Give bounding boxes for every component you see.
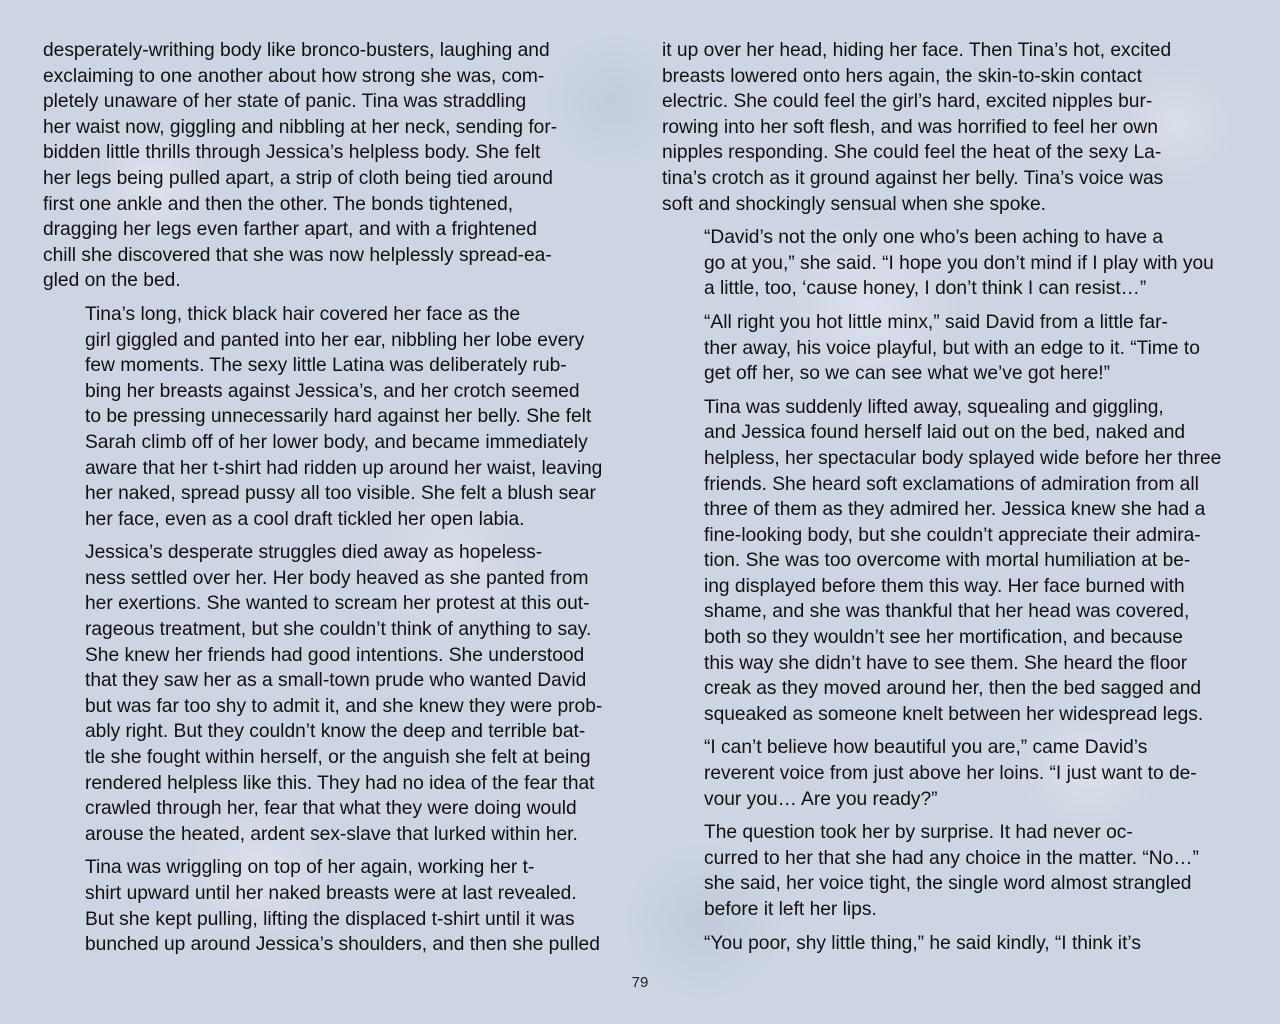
text-line: girl giggled and panted into her ear, nibbling her lobe every [85,329,585,351]
paragraph [43,38,617,294]
text-line: “I can’t believe how beautiful you are,” came David’s [704,737,1148,759]
text-line: creak as they moved around her, then the bed sagged and [704,678,1202,700]
text-line: she said, her voice tight, the single word almost strangled [704,873,1192,895]
text-line: rageous treatment, but she couldn’t think of anything to say. [85,619,592,641]
text-line: her face, even as a cool draft tickled her open labia. [85,508,525,530]
text-line: shirt upward until her naked breasts were at last revealed. [85,883,577,904]
text-line: go at you,” she said. “I hope you don’t mind if I play with you [704,252,1214,274]
right-column [662,38,1236,964]
left-column [43,38,617,966]
text-line: ably right. But they couldn’t know the deep and terrible bat- [85,721,586,743]
text-line: bing her breasts against Jessica’s, and her crotch seemed [85,380,580,402]
text-line: tion. She was too overcome with mortal humiliation at be- [704,550,1191,572]
text-line: her waist now, giggling and nibbling at her neck, sending for- [43,116,558,138]
text-line: chill she discovered that she was now helplessly spread-ea- [43,244,552,266]
text-line: friends. She heard soft exclamations of admiration from all [704,473,1199,495]
text-line: fine-looking body, but she couldn’t appreciate their admira- [704,524,1201,546]
text-line: ther away, his voice playful, but with an edge to it. “Time to [704,337,1200,359]
text-line: Jessica’s desperate struggles died away as hopeless- [85,542,543,564]
text-line: Sarah climb off of her lower body, and became immediately [85,431,588,453]
text-line: Tina’s long, thick black hair covered her face as the [85,303,521,325]
text-line: The question took her by surprise. It had never oc- [704,822,1133,844]
text-line: both so they wouldn’t see her mortification, and because [704,627,1183,649]
text-line: bidden little thrills through Jessica’s helpless body. She felt [43,142,541,164]
paragraph [662,820,1236,922]
page-number: 79 [631,974,649,991]
text-line: Tina was wriggling on top of her again, working her t- [85,857,535,879]
text-line: this way she didn’t have to see them. She heard the floor [704,652,1188,674]
text-line: soft and shockingly sensual when she spoke. [662,193,1046,215]
paragraph [43,540,617,847]
text-line: breasts lowered onto hers again, the skin-to-skin contact [662,65,1142,87]
text-line: reverent voice from just above her loins. “I just want to de- [704,763,1197,785]
text-line: squeaked as someone knelt between her widespread legs. [704,703,1204,725]
text-line: rowing into her soft flesh, and was horrified to feel her own [662,116,1158,138]
text-line: tina’s crotch as it ground against her belly. Tina’s voice was [662,167,1164,189]
text-line: bunched up around Jessica’s shoulders, and then she pulled [85,934,600,956]
text-line: but was far too shy to admit it, and she knew they were prob- [85,695,603,717]
text-line: before it left her lips. [704,899,877,920]
paragraph [662,735,1236,812]
text-line: ness settled over her. Her body heaved as she panted from [85,567,589,589]
text-line: dragging her legs even farther apart, and with a frightened [43,219,537,241]
text-line: it up over her head, hiding her face. Then Tina’s hot, excited [662,40,1172,61]
text-line: aware that her t-shirt had ridden up around her waist, leaving [85,457,603,479]
text-line: She knew her friends had good intentions. She understood [85,644,585,666]
text-line: curred to her that she had any choice in the matter. “No…” [704,847,1199,869]
text-line: exclaiming to one another about how strong she was, com- [43,65,545,87]
text-line: that they saw her as a small-town prude who wanted David [85,670,587,692]
paragraph [662,225,1236,302]
paragraph [662,395,1236,728]
text-line: pletely unaware of her state of panic. Tina was straddling [43,91,527,113]
text-line: But she kept pulling, lifting the displaced t-shirt until it was [85,908,575,930]
text-line: and Jessica found herself laid out on the bed, naked and [704,422,1186,444]
text-line: helpless, her spectacular body splayed wide before her three [704,447,1222,469]
text-line: rendered helpless like this. They had no idea of the fear that [85,772,595,794]
paragraph [662,38,1236,217]
text-line: arouse the heated, ardent sex-slave that lurked within her. [85,823,578,845]
paragraph [662,310,1236,387]
text-line: ing displayed before them this way. Her face burned with [704,575,1185,597]
text-line: get off her, so we can see what we’ve got here!” [704,363,1111,385]
text-line: desperately-writhing body like bronco-busters, laughing and [43,40,550,61]
text-line: “You poor, shy little thing,” he said kindly, “I think it’s [704,932,1141,954]
text-line: “All right you hot little minx,” said David from a little far- [704,311,1168,333]
paragraph [43,855,617,957]
text-line: nipples responding. She could feel the heat of the sexy La- [662,142,1162,164]
text-line: shame, and she was thankful that her head was covered, [704,601,1190,623]
text-line: gled on the bed. [43,270,181,292]
text-line: her exertions. She wanted to scream her protest at this out- [85,593,590,615]
text-line: crawled through her, fear that what they were doing would [85,798,577,820]
text-line: “David’s not the only one who’s been aching to have a [704,227,1164,249]
text-line: to be pressing unnecessarily hard against her belly. She felt [85,406,592,428]
paragraph [662,931,1236,957]
text-line: electric. She could feel the girl’s hard, excited nipples bur- [662,91,1153,113]
text-line: Tina was suddenly lifted away, squealing and giggling, [704,396,1164,418]
text-line: a little, too, ‘cause honey, I don’t think I can resist…” [704,278,1147,300]
text-line: few moments. The sexy little Latina was deliberately rub- [85,355,567,377]
text-line: three of them as they admired her. Jessica knew she had a [704,499,1206,521]
text-line: first one ankle and then the other. The bonds tightened, [43,193,514,215]
text-line: vour you… Are you ready?” [704,788,938,810]
text-line: tle she fought within herself, or the anguish she felt at being [85,747,591,769]
text-line: her legs being pulled apart, a strip of cloth being tied around [43,167,553,189]
paragraph [43,302,617,532]
text-line: her naked, spread pussy all too visible. She felt a blush sear [85,483,596,505]
